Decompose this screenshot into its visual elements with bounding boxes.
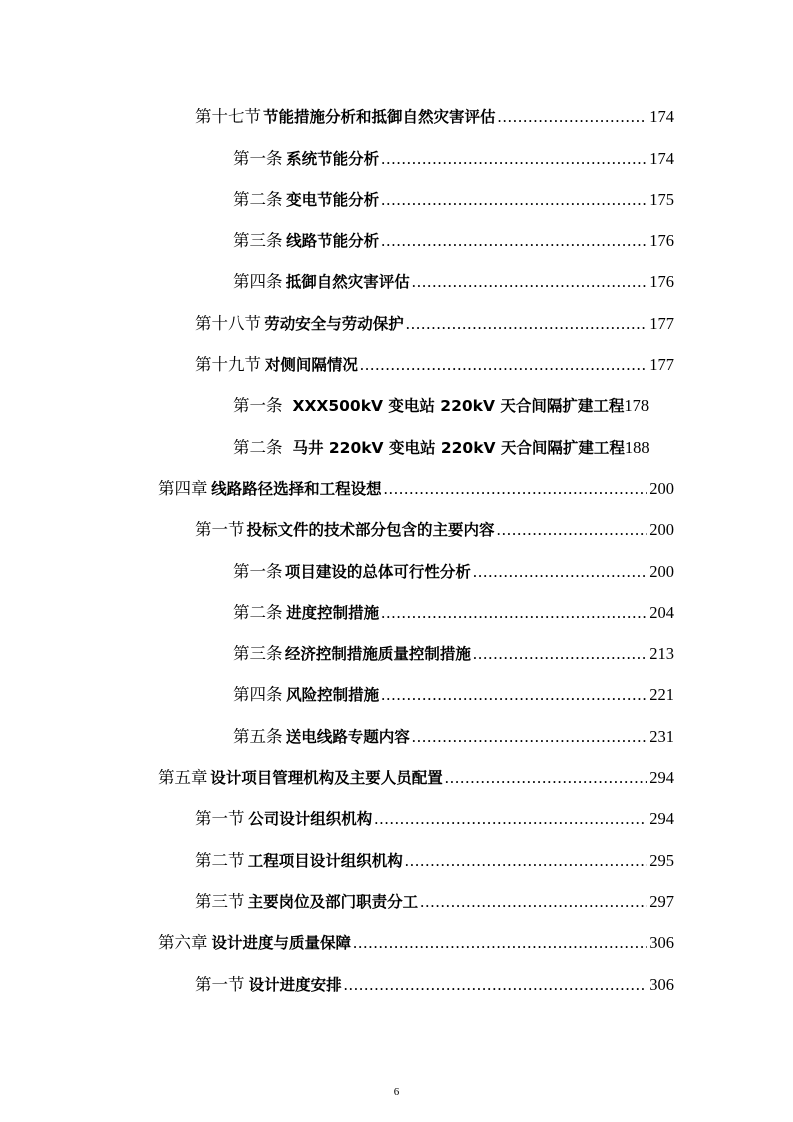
toc-leader-dots <box>360 355 647 375</box>
toc-leader-dots <box>473 562 647 582</box>
toc-entry[interactable] <box>0 707 793 748</box>
toc-leader-dots <box>381 603 647 623</box>
toc-leader-dots <box>405 851 647 871</box>
toc-entry-page: 188 <box>624 437 650 457</box>
toc-entry-label: 第二节 <box>195 850 245 870</box>
toc-entry[interactable] <box>0 129 793 170</box>
toc-leader-dots <box>381 149 647 169</box>
toc-leader-dots <box>420 892 647 912</box>
toc-entry-page: 200 <box>649 520 674 540</box>
toc-entry-label: 第四条 <box>233 272 283 292</box>
toc-entry-page: 231 <box>649 726 674 746</box>
toc-entry-label: 第一节 <box>195 520 245 540</box>
toc-entry-label: 第一条 <box>233 561 283 581</box>
toc-entry-label: 第一条 <box>233 148 283 168</box>
toc-entry-title: 投标文件的技术部分包含的主要内容 <box>246 521 495 540</box>
toc-entry-page: 295 <box>649 850 674 870</box>
toc-entry-label: 第二条 <box>233 189 283 209</box>
toc-entry-label: 第五章 <box>158 768 208 788</box>
toc-entry-title: XXX500kV 变电站 220kV 天合间隔扩建工程 <box>292 397 625 416</box>
toc-leader-dots <box>344 975 648 995</box>
toc-entry-page: 213 <box>649 644 674 664</box>
toc-leader-dots <box>412 727 648 747</box>
toc-entry-title: 送电线路专题内容 <box>285 727 410 746</box>
toc-entry-title: 设计项目管理机构及主要人员配置 <box>210 769 443 788</box>
toc-entry-page: 200 <box>649 478 674 498</box>
toc-entry-title: 线路节能分析 <box>286 232 380 251</box>
toc-entry-page: 177 <box>649 313 674 333</box>
toc-entry-title: 变电节能分析 <box>286 190 380 209</box>
toc-entry-page: 306 <box>649 974 674 994</box>
toc-entry[interactable] <box>0 831 793 872</box>
table-of-contents <box>0 88 793 997</box>
toc-leader-dots <box>381 190 647 210</box>
toc-entry-title: 设计进度与质量保障 <box>211 934 351 953</box>
toc-entry[interactable] <box>0 294 793 335</box>
toc-leader-dots <box>406 314 647 334</box>
toc-entry-page: 176 <box>649 272 674 292</box>
toc-leader-dots <box>374 809 647 829</box>
toc-entry[interactable] <box>0 873 793 914</box>
toc-entry-title: 主要岗位及部门职责分工 <box>247 892 419 911</box>
toc-leader-dots <box>498 107 648 127</box>
toc-leader-dots <box>384 479 648 499</box>
toc-leader-dots <box>353 933 647 953</box>
toc-entry-label: 第五条 <box>233 726 283 746</box>
toc-entry[interactable] <box>0 625 793 666</box>
toc-leader-dots <box>381 231 647 251</box>
toc-entry-label: 第三条 <box>233 231 283 251</box>
toc-entry-page: 297 <box>649 891 674 911</box>
toc-entry-page: 221 <box>649 685 674 705</box>
toc-entry-page: 174 <box>649 148 674 168</box>
toc-entry[interactable] <box>0 914 793 955</box>
toc-entry-title: 系统节能分析 <box>286 149 380 168</box>
toc-entry-label: 第一节 <box>195 974 245 994</box>
toc-entry[interactable] <box>0 749 793 790</box>
toc-entry-page: 178 <box>624 396 650 416</box>
toc-entry[interactable] <box>0 501 793 542</box>
toc-entry-page: 177 <box>649 355 674 375</box>
toc-entry[interactable] <box>0 666 793 707</box>
toc-entry[interactable] <box>0 212 793 253</box>
toc-entry[interactable] <box>0 790 793 831</box>
toc-entry-page: 204 <box>649 602 674 622</box>
toc-entry-title: 对侧间隔情况 <box>264 356 358 375</box>
toc-entry-page: 294 <box>649 768 674 788</box>
toc-entry-title: 线路路径选择和工程设想 <box>211 479 382 498</box>
toc-leader-dots <box>412 272 648 292</box>
toc-entry[interactable] <box>0 584 793 625</box>
toc-entry[interactable] <box>0 336 793 377</box>
toc-entry-label: 第十八节 <box>195 313 261 333</box>
toc-entry-title: 劳动安全与劳动保护 <box>264 314 404 333</box>
toc-entry[interactable] <box>0 542 793 583</box>
toc-entry-title: 经济控制措施质量控制措施 <box>284 645 471 664</box>
toc-entry-title: 马井 220kV 变电站 220kV 天合间隔扩建工程 <box>292 438 625 457</box>
toc-entry[interactable] <box>0 460 793 501</box>
toc-entry-label: 第一条 <box>233 396 283 416</box>
toc-entry-label: 第十九节 <box>195 355 261 375</box>
toc-entry-page: 174 <box>649 107 674 127</box>
toc-leader-dots <box>473 644 647 664</box>
toc-entry[interactable] <box>0 253 793 294</box>
toc-entry[interactable] <box>0 955 793 996</box>
toc-entry-page: 306 <box>649 933 674 953</box>
toc-entry-label: 第二条 <box>233 602 283 622</box>
toc-entry-title: 抵御自然灾害评估 <box>285 273 410 292</box>
toc-entry-page: 176 <box>649 231 674 251</box>
toc-entry-title: 设计进度安排 <box>248 975 342 994</box>
toc-entry-title: 节能措施分析和抵御自然灾害评估 <box>263 108 496 127</box>
toc-leader-dots <box>445 768 647 788</box>
toc-entry-label: 第二条 <box>233 437 283 457</box>
toc-leader-dots <box>497 520 648 540</box>
page-number: 6 <box>393 1086 400 1098</box>
toc-entry-page: 175 <box>649 189 674 209</box>
toc-entry-title: 公司设计组织机构 <box>248 810 373 829</box>
toc-entry-label: 第三条 <box>233 644 283 664</box>
toc-entry-label: 第四条 <box>233 685 283 705</box>
toc-entry-label: 第六章 <box>158 933 208 953</box>
toc-entry-label: 第三节 <box>195 891 245 911</box>
toc-entry-label: 第十七节 <box>195 107 261 127</box>
toc-entry-title: 进度控制措施 <box>286 603 380 622</box>
toc-entry-page: 200 <box>649 561 674 581</box>
toc-entry[interactable] <box>0 377 793 418</box>
toc-leader-dots <box>381 685 647 705</box>
toc-entry[interactable] <box>0 88 793 129</box>
toc-entry-title: 项目建设的总体可行性分析 <box>284 562 471 581</box>
toc-entry[interactable] <box>0 171 793 212</box>
toc-entry-title: 风险控制措施 <box>286 686 380 705</box>
toc-entry-title: 工程项目设计组织机构 <box>247 851 403 870</box>
toc-entry-label: 第一节 <box>195 809 245 829</box>
toc-entry[interactable] <box>0 418 793 459</box>
toc-entry-label: 第四章 <box>158 478 208 498</box>
toc-entry-page: 294 <box>649 809 674 829</box>
